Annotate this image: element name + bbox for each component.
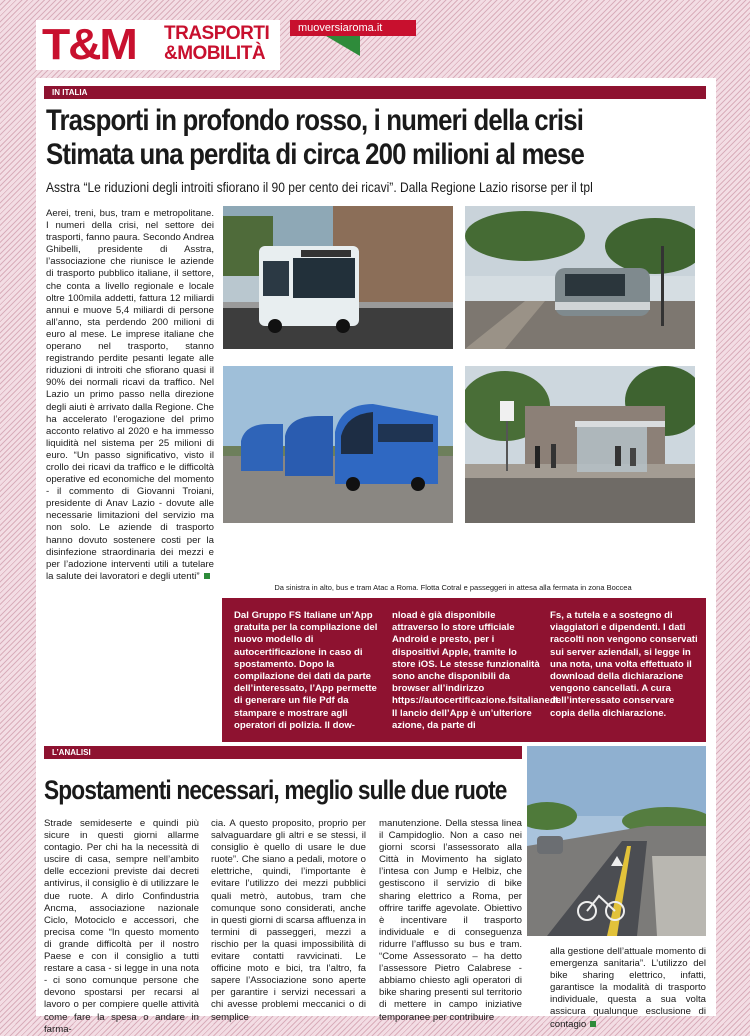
logo-mark: T&M (42, 20, 136, 69)
badge-flag-icon (326, 36, 360, 56)
end-mark-icon (204, 573, 210, 579)
article2-title: Spostamenti necessari, meglio sulle due ruote (44, 775, 507, 805)
photo-boccea-stop (465, 366, 695, 523)
article-title (46, 104, 622, 172)
article2-column-4 (550, 946, 706, 1031)
article2-column-2: cia. A questo proposito, proprio per salvaguardare gli altri e se stessi, il consiglio è quello di usare le due ruote”. Che siano a pedali, motore o elettriche, quindi, l’importante è evitare l’utilizzo dei mezzi pubblici quali metrò, autobus, tram che comunque sono considerati, anche in questi giorni di scarsa affluenza in termini di passeggeri, mezzi a rischio per la quasi impossibilità di evitare contatti ravvicinati. Le officine moto e bici, tra l’altro, fa sapere l’Associazione sono aperte per garantire i servizi necessari a chi avesse problemi meccanici o di semplice (211, 818, 366, 1023)
logo-line-2: &MOBILITÀ (164, 43, 266, 64)
photo-caption: Da sinistra in alto, bus e tram Atac a Roma. Flotta Cotral e passeggeri in attesa alla fermata in zona Boccea (274, 583, 632, 592)
photo-bike-lane (527, 746, 706, 936)
fs-app-infobox (222, 598, 706, 742)
title-line-2: Stimata una perdita di circa 200 milioni al mese (46, 138, 585, 171)
body-text: Aerei, treni, bus, tram e metropolitane. I numeri della crisi, nel settore dei trasporti, fanno paura. Secondo Andrea Ghibelli, presidente di Asstra, l’associazione che riunisce le aziende di trasporto pubblico italiane, il settore, che conta a livello regionale e locale oltre 100mila addetti, fattura 12 miliardi annui e muove 5,4 miliardi di persone all’anno, sta perdendo 200 milioni di euro al mese. Le imprese italiane che operano nel trasporto, stanno registrando perdite pesanti legate alle riduzioni di introiti che sfiorano quasi il 90% dei normali ricavi da traffico. Nel Lazio un primo passo nella direzione degli aiuti è arrivato dalla Regione. Che ha accelerato l’erogazione del primo acconto relativo al 2020 e ha immesso liquidità nel sistema per 25 milioni di euro. “Un passo significativo, visto il crollo dei ricavi da traffico e le difficoltà operative ed economiche del momento - il commento di Giovanni Troiani, presidente di Anav Lazio - dovute alle necessarie limitazioni del servizio ma non solo. Le aziende di trasporto hanno dovuto sostenere costi per la disinfezione straordinaria dei mezzi e per l’adozione interventi utili a tutelare la salute dei lavoratori e degli utenti” (46, 208, 214, 582)
article2-column-3: manutenzione. Della stessa linea il Campidoglio. Non a caso nei giorni scorsi l’assessorato alla Città in Movimento ha siglato l’intesa con Jump e Helbiz, che gestiscono il servizio di bike sharing elettrico a Roma, per offrire tariffe agevolate. Obiettivo è incentivare il trasporto individuale e di conseguenza ridurre l’afflusso su bus e tram. “Come Assessorato – ha detto l’assessore Pietro Calabrese - abbiamo chiesto agli operatori di bike sharing presenti sul territorio di mettere in campo iniziative temporanee per contribuire (379, 818, 522, 1023)
infobox-column-2: nload è già disponibile attraverso lo store ufficiale Android e presto, per i dispositivi Apple, tramite lo store iOS. Le stesse funzionalità sono anche disponibili da browser all’indirizzo https://autocertificazione.fsitaliane.it. Il lancio dell’App è un’ulteriore azione, da parte di (392, 610, 561, 731)
article-subtitle: Asstra “Le riduzioni degli introiti sfiorano il 90 per cento dei ricavi”. Dalla Regione Lazio risorse per il tpl (46, 179, 593, 195)
section-label-analisi: L’ANALISI (44, 746, 522, 759)
title-line-1: Trasporti in profondo rosso, i numeri della crisi (46, 104, 584, 137)
infobox-column-3: Fs, a tutela e a sostegno di viaggiatori e dipendenti. I dati raccolti non vengono conservati sui server aziendali, si legge in una nota, una volta effettuato il download della dichiarazione vengono cancellati. A cura dell’interessato conservare copia della dichiarazione. (550, 610, 698, 719)
site-url-badge[interactable]: muoversiaroma.it (290, 20, 416, 36)
infobox-column-1: Dal Gruppo FS Italiane un’App gratuita per la compilazione del nuovo modello di autocertificazione in caso di spostamento. Dopo la compilazione dei dati da parte dell’interessato, l’App permette di generare un file Pdf da stampare e mostrare agli operatori di polizia. Il dow- (234, 610, 378, 731)
content-panel (36, 78, 716, 1035)
photo-atac-bus (223, 206, 453, 349)
column-4-text: alla gestione dell’attuale momento di emergenza sanitaria”. L’utilizzo del bike sharing elettrico, infatti, garantisce la modalità di trasporto individuale, questa a sua volta assicura qualunque esclusione di contagio (550, 946, 706, 1030)
section-label: IN ITALIA (44, 86, 706, 99)
article-body (46, 208, 214, 583)
end-mark-icon (590, 1021, 596, 1027)
page (36, 20, 716, 1035)
photo-atac-tram (465, 206, 695, 349)
photo-cotral-fleet (223, 366, 453, 523)
masthead-logo (36, 20, 280, 70)
logo-line-1: TRASPORTI (164, 23, 270, 44)
article2-column-1: Strade semideserte e quindi più sicure in questi giorni allarme contagio. Per chi ha la necessità di uscire di casa, sempre nell’ambito delle eccezioni previste dai decreti antivirus, il consiglio è di utilizzare le due ruote. A dirlo Confindustria Ancma, associazione nazionale Ciclo, Motociclo e accessori, che precisa come “In questo momento di grande difficoltà per il nostro Paese e con il consiglio a tutti restare a casa - si legge in una nota - ci sono comunque persone che devono spostarsi per recarsi al lavoro o per compiere quelle attività come fare la spesa o andare in farma- (44, 818, 199, 1035)
